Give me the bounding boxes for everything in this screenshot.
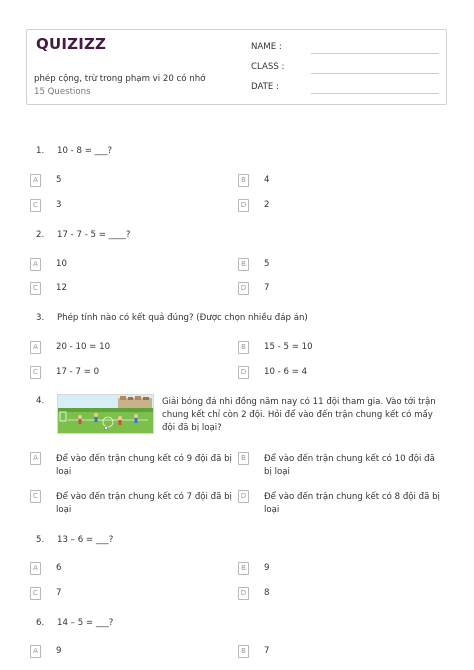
option-text: 5 [264,259,270,269]
date-line [311,93,439,94]
name-field[interactable] [251,42,439,54]
option-letter-box: C [30,199,41,212]
option-text: 5 [56,175,62,185]
option-text: Để vào đến trận chung kết có 10 đội đã bị loại [264,454,435,477]
option-text: 7 [56,588,62,598]
question-number: 1. [36,146,45,156]
date-label: DATE : [251,82,279,92]
option-text: 9 [264,563,270,573]
option-text: Để vào đến trận chung kết có 7 đội đã bị loại [56,492,232,515]
option-letter-box: B [238,258,249,271]
option-text: 12 [56,283,67,293]
option-text: 2 [264,200,270,210]
option-text: 10 [56,259,67,269]
worksheet-title: phép cộng, trừ trong phạm vi 20 có nhớ [34,74,206,84]
option-text: 6 [56,563,62,573]
option-text: 20 - 10 = 10 [56,342,111,352]
option-letter-box: B [238,174,249,187]
option-letter-box: D [238,366,249,379]
option-letter-box: C [30,587,41,600]
option-text: 10 - 6 = 4 [264,367,308,377]
option-letter-box: A [30,452,41,465]
option-letter-box: C [30,366,41,379]
football-scene-illustration [58,395,154,434]
question-text: Phép tính nào có kết quả đúng? (Được chọn nhiều đáp án) [57,313,308,323]
option-text: 8 [264,588,270,598]
option-text: Để vào đến trận chung kết có 9 đội đã bị loại [56,454,232,477]
option-letter-box: A [30,174,41,187]
option-letter-box: B [238,645,249,658]
question-count: 15 Questions [34,87,91,97]
option-text: 9 [56,646,62,656]
option-text: 3 [56,200,62,210]
option-text: 4 [264,175,270,185]
option-letter-box: D [238,490,249,503]
class-line [311,73,439,74]
question-text: 14 – 5 = ___? [57,618,114,628]
option-letter-box: B [238,562,249,575]
question-text: 17 - 7 - 5 = ____? [57,230,131,240]
name-line [311,53,439,54]
question-text: Giải bóng đá nhi đồng năm nay có 11 đội tham gia. Vào tới trận chung kết chỉ còn 2 đội. Hỏi để vào đến trận chung kết có mấy đội đã bị loại? [162,397,436,433]
worksheet-header [26,29,447,105]
question-number: 5. [36,535,45,545]
option-letter-box: A [30,258,41,271]
football-field-image [57,394,154,434]
class-label: CLASS : [251,62,285,72]
option-letter-box: D [238,282,249,295]
question-number: 2. [36,230,45,240]
question-text: 13 – 6 = ___? [57,535,114,545]
option-text: 7 [264,646,270,656]
question-number: 6. [36,618,45,628]
option-letter-box: C [30,490,41,503]
question-text: 10 - 8 = ___? [57,146,113,156]
option-text: Để vào đến trận chung kết có 8 đội đã bị loại [264,492,440,515]
quizizz-logo: QUIZIZZ [36,35,107,53]
date-field[interactable] [251,82,439,94]
question-number: 4. [36,396,45,406]
option-letter-box: B [238,452,249,465]
option-letter-box: A [30,341,41,354]
option-text: 7 [264,283,270,293]
class-field[interactable] [251,62,439,74]
option-letter-box: A [30,645,41,658]
option-text: 15 - 5 = 10 [264,342,313,352]
option-letter-box: D [238,587,249,600]
question-number: 3. [36,313,45,323]
option-letter-box: A [30,562,41,575]
name-label: NAME : [251,42,282,52]
option-text: 17 - 7 = 0 [56,367,100,377]
option-letter-box: D [238,199,249,212]
option-letter-box: C [30,282,41,295]
option-letter-box: B [238,341,249,354]
